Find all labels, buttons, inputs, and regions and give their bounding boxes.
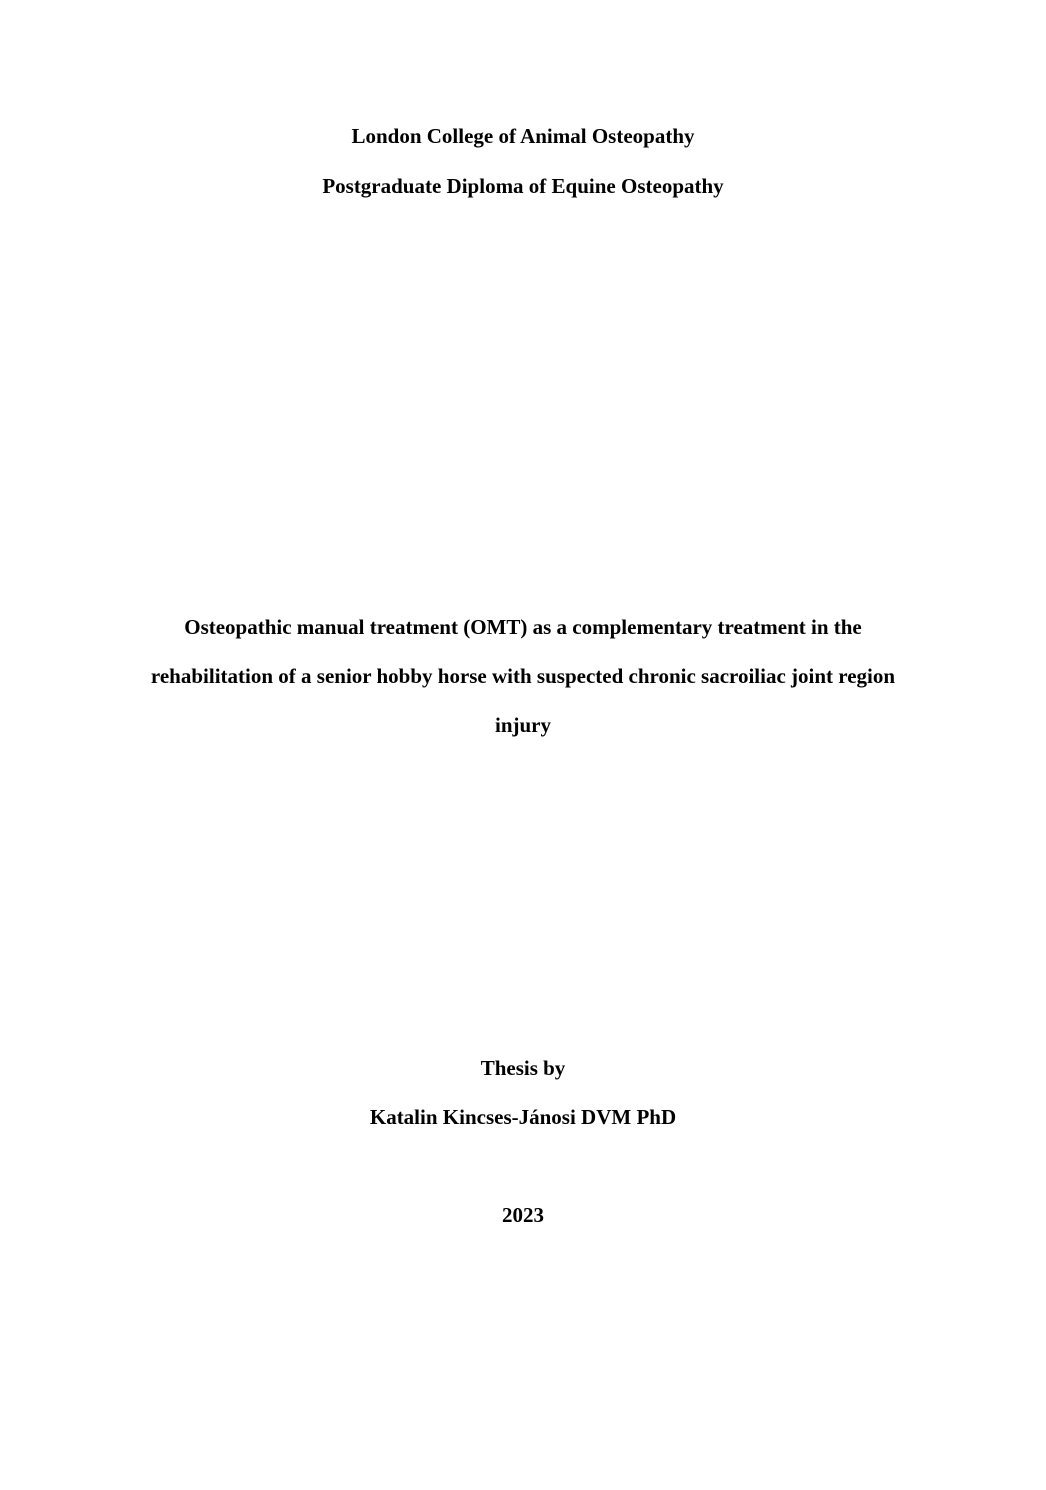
thesis-title-line: Osteopathic manual treatment (OMT) as a complementary treatment in the [184,615,862,639]
thesis-by-label: Thesis by [480,1056,566,1080]
author-name: Katalin Kincses-Jánosi DVM PhD [369,1105,677,1129]
thesis-title-line: rehabilitation of a senior hobby horse with suspected chronic sacroiliac joint region [150,664,896,688]
thesis-title-line: injury [494,713,551,737]
institution-name: London College of Animal Osteopathy [351,124,695,148]
thesis-year: 2023 [502,1203,544,1227]
programme-name: Postgraduate Diploma of Equine Osteopathy [322,174,724,198]
